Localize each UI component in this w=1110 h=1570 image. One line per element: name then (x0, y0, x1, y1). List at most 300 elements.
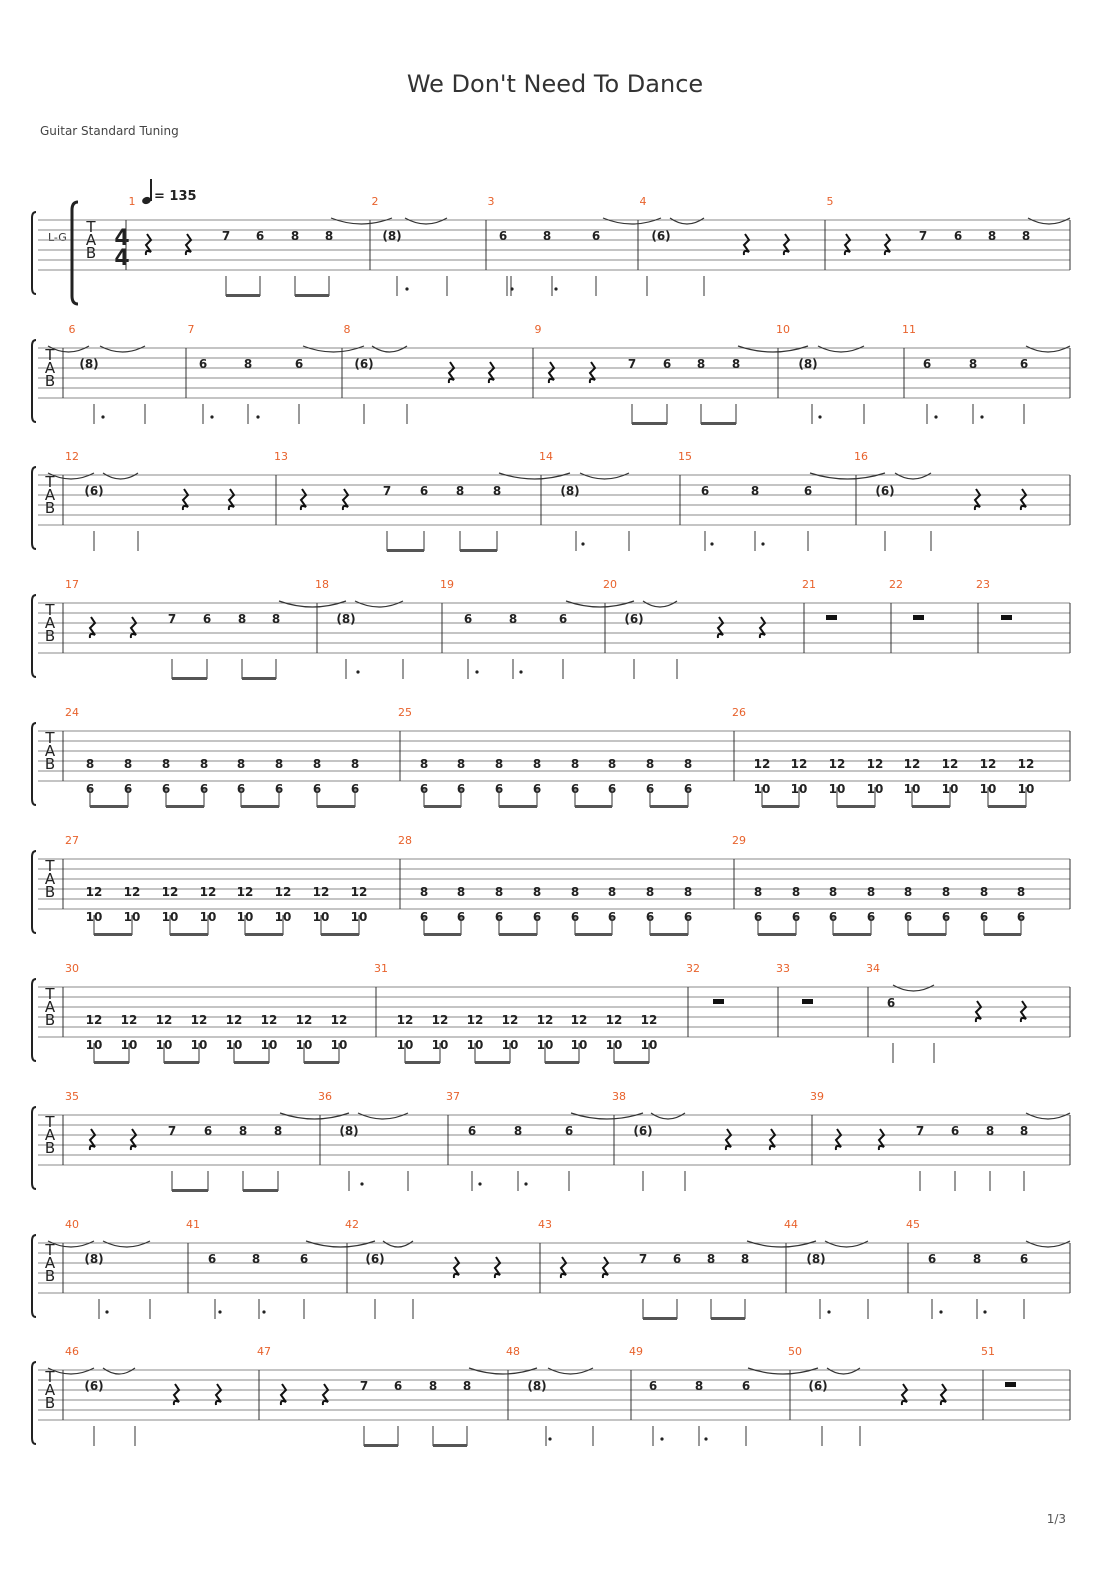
measure-number: 28 (398, 834, 412, 847)
quarter-rest (744, 234, 749, 255)
tie (100, 346, 145, 352)
tab-clef-letter: B (44, 1267, 56, 1285)
fret-number: (8) (339, 1124, 359, 1138)
fret-number: 12 (790, 757, 808, 771)
fret-number: 6 (866, 910, 876, 924)
fret-number: 8 (456, 757, 466, 771)
fret-number: 10 (1017, 782, 1035, 796)
beam (364, 1444, 398, 1447)
measure-number: 18 (315, 578, 329, 591)
fret-number: 6 (463, 612, 473, 626)
fret-number: 8 (456, 885, 466, 899)
fret-number: 12 (396, 1013, 414, 1027)
quarter-rest (836, 1129, 841, 1150)
fret-number: 10 (640, 1038, 658, 1052)
fret-number: 6 (979, 910, 989, 924)
fret-number: 8 (740, 1252, 750, 1266)
tie (405, 218, 447, 224)
fret-number: (8) (527, 1379, 547, 1393)
tie (48, 1368, 94, 1374)
fret-number: 8 (419, 757, 429, 771)
fret-number: 12 (190, 1013, 208, 1027)
fret-number: 10 (190, 1038, 208, 1052)
fret-number: 7 (382, 484, 392, 498)
fret-number: 6 (207, 1252, 217, 1266)
fret-number: 6 (927, 1252, 937, 1266)
tie (747, 1241, 816, 1247)
measure-number: 6 (68, 323, 76, 336)
fret-number: 6 (953, 229, 963, 243)
fret-number: 10 (753, 782, 771, 796)
beam (711, 1317, 745, 1320)
fret-number: 12 (236, 885, 254, 899)
duration-dot (934, 415, 937, 418)
fret-number: 6 (255, 229, 265, 243)
quarter-rest (131, 1129, 136, 1150)
fret-number: 12 (161, 885, 179, 899)
fret-number: 6 (803, 484, 813, 498)
beam (424, 933, 461, 936)
fret-number: (8) (806, 1252, 826, 1266)
system-bracket (32, 212, 36, 294)
fret-number: (8) (798, 357, 818, 371)
tab-clef-letter: B (44, 755, 56, 773)
system-bracket (32, 851, 36, 933)
fret-number: 8 (199, 757, 209, 771)
fret-number: 8 (1019, 1124, 1029, 1138)
beam (460, 549, 497, 552)
measure-number: 11 (902, 323, 916, 336)
fret-number: 6 (570, 782, 580, 796)
page-number: 1/3 (1046, 1512, 1066, 1526)
fret-number: 6 (419, 910, 429, 924)
measure-number: 7 (187, 323, 195, 336)
measure-number: 23 (976, 578, 990, 591)
fret-number: 6 (645, 782, 655, 796)
fret-number: 6 (1019, 357, 1029, 371)
fret-number: 10 (295, 1038, 313, 1052)
beam (164, 1061, 199, 1064)
tab-clef-letter: T (45, 1241, 55, 1259)
tab-clef-letter: T (45, 985, 55, 1003)
fret-number: 12 (941, 757, 959, 771)
beam (475, 1061, 510, 1064)
quarter-rest (590, 362, 595, 383)
beam (499, 805, 537, 808)
tab-clef-letter: T (45, 1368, 55, 1386)
tab-clef-letter: B (44, 372, 56, 390)
beam (650, 933, 688, 936)
measure-number: 14 (539, 450, 553, 463)
fret-number: 8 (570, 757, 580, 771)
measure-number: 50 (788, 1345, 802, 1358)
beam (387, 549, 424, 552)
beam (650, 805, 688, 808)
measure-number: 1 (128, 195, 136, 208)
duration-dot (475, 670, 478, 673)
fret-number: 8 (251, 1252, 261, 1266)
tie (651, 1113, 685, 1119)
fret-number: 8 (236, 757, 246, 771)
system-bracket (32, 467, 36, 549)
fret-number: 12 (312, 885, 330, 899)
fret-number: 8 (968, 357, 978, 371)
quarter-rest (146, 234, 151, 255)
tie (383, 1241, 413, 1247)
beam (94, 1061, 129, 1064)
fret-number: 8 (513, 1124, 523, 1138)
measure-number: 2 (371, 195, 379, 208)
fret-number: 10 (605, 1038, 623, 1052)
fret-number: 8 (750, 484, 760, 498)
fret-number: 6 (203, 1124, 213, 1138)
duration-dot (980, 415, 983, 418)
duration-dot (581, 542, 584, 545)
fret-number: (8) (560, 484, 580, 498)
quarter-rest (770, 1129, 775, 1150)
measure-number: 32 (686, 962, 700, 975)
tab-clef-letter: A (44, 614, 56, 632)
tab-clef-letter: B (44, 1011, 56, 1029)
fret-number: 6 (456, 782, 466, 796)
quarter-rest (281, 1384, 286, 1405)
tie (331, 218, 392, 224)
fret-number: 6 (700, 484, 710, 498)
fret-number: 8 (866, 885, 876, 899)
fret-number: 6 (467, 1124, 477, 1138)
quarter-rest (603, 1257, 608, 1278)
fret-number: 8 (972, 1252, 982, 1266)
fret-number: 6 (828, 910, 838, 924)
tie (280, 1113, 349, 1119)
fret-number: 6 (672, 1252, 682, 1266)
beam (304, 1061, 339, 1064)
fret-number: 6 (1016, 910, 1026, 924)
measure-number: 8 (343, 323, 351, 336)
beam (226, 294, 260, 297)
tab-clef-letter: B (44, 499, 56, 517)
fret-number: 8 (271, 612, 281, 626)
measure-number: 4 (639, 195, 647, 208)
fret-number: (6) (875, 484, 895, 498)
song-title: We Don't Need To Dance (406, 70, 704, 98)
fret-number: 8 (607, 885, 617, 899)
tie (279, 601, 346, 607)
whole-rest (826, 615, 837, 620)
tie (303, 346, 364, 352)
quarter-rest (90, 617, 95, 638)
fret-number: 12 (225, 1013, 243, 1027)
fret-number: 8 (312, 757, 322, 771)
system-bracket (32, 1362, 36, 1444)
fret-number: (6) (651, 229, 671, 243)
tie (603, 218, 661, 224)
duration-dot (761, 542, 764, 545)
tie (827, 1368, 860, 1374)
tie (643, 601, 677, 607)
fret-number: 10 (312, 910, 330, 924)
fret-number: 6 (350, 782, 360, 796)
tie (499, 473, 570, 479)
fret-number: 10 (536, 1038, 554, 1052)
fret-number: 10 (260, 1038, 278, 1052)
beam (433, 1444, 467, 1447)
tab-clef-letter: A (85, 231, 97, 249)
beam (908, 933, 946, 936)
beam (614, 1061, 649, 1064)
quarter-rest (975, 489, 980, 510)
beam (984, 933, 1021, 936)
measure-number: 35 (65, 1090, 79, 1103)
fret-number: 8 (324, 229, 334, 243)
tab-clef-letter: T (45, 473, 55, 491)
fret-number: 8 (274, 757, 284, 771)
fret-number: 10 (155, 1038, 173, 1052)
measure-number: 19 (440, 578, 454, 591)
system-bracket (32, 340, 36, 422)
fret-number: 10 (501, 1038, 519, 1052)
fret-number: 6 (419, 782, 429, 796)
beam (912, 805, 950, 808)
fret-number: 8 (706, 1252, 716, 1266)
fret-number: 12 (350, 885, 368, 899)
tie (571, 1113, 643, 1119)
fret-number: 8 (532, 757, 542, 771)
fret-number: 8 (1016, 885, 1026, 899)
fret-number: 6 (236, 782, 246, 796)
fret-number: 8 (903, 885, 913, 899)
measure-number: 36 (318, 1090, 332, 1103)
duration-dot (827, 1310, 830, 1313)
system-bracket (32, 1107, 36, 1189)
fret-number: 6 (532, 782, 542, 796)
fret-number: 12 (979, 757, 997, 771)
measure-number: 3 (487, 195, 495, 208)
measure-number: 51 (981, 1345, 995, 1358)
fret-number: (6) (84, 484, 104, 498)
fret-number: 6 (903, 910, 913, 924)
fret-number: 8 (979, 885, 989, 899)
fret-number: 10 (123, 910, 141, 924)
fret-number: (6) (633, 1124, 653, 1138)
tab-clef-letter: A (44, 1381, 56, 1399)
whole-rest (1001, 615, 1012, 620)
fret-number: 6 (683, 782, 693, 796)
beam (234, 1061, 269, 1064)
fret-number: 8 (607, 757, 617, 771)
fret-number: 6 (123, 782, 133, 796)
fret-number: 8 (455, 484, 465, 498)
fret-number: 6 (161, 782, 171, 796)
tie (1028, 218, 1070, 224)
quarter-rest (1021, 489, 1026, 510)
tie (372, 346, 407, 352)
tab-clef-letter: A (44, 742, 56, 760)
duration-dot (101, 415, 104, 418)
measure-number: 31 (374, 962, 388, 975)
fret-number: (8) (382, 229, 402, 243)
duration-dot (939, 1310, 942, 1313)
measure-number: 25 (398, 706, 412, 719)
tie (469, 1368, 537, 1374)
tie (895, 473, 931, 479)
tab-clef-letter: A (44, 359, 56, 377)
tie (306, 1241, 375, 1247)
tab-clef-letter: B (44, 627, 56, 645)
whole-rest (802, 999, 813, 1004)
tempo-value: = 135 (154, 189, 197, 204)
fret-number: 6 (532, 910, 542, 924)
fret-number: 8 (753, 885, 763, 899)
beam (243, 1189, 278, 1192)
system-bracket (32, 979, 36, 1061)
fret-number: 12 (753, 757, 771, 771)
beam (575, 933, 612, 936)
fret-number: 12 (501, 1013, 519, 1027)
measure-number: 49 (629, 1345, 643, 1358)
beam (405, 1061, 440, 1064)
fret-number: 10 (828, 782, 846, 796)
fret-number: 10 (396, 1038, 414, 1052)
measure-number: 47 (257, 1345, 271, 1358)
fret-number: 6 (494, 782, 504, 796)
tie (810, 473, 885, 479)
fret-number: 12 (85, 885, 103, 899)
fret-number: 6 (645, 910, 655, 924)
tab-clef-letter: B (85, 244, 97, 262)
beam (833, 933, 871, 936)
measure-number: 20 (603, 578, 617, 591)
beam (90, 805, 128, 808)
fret-number: 10 (570, 1038, 588, 1052)
fret-number: 7 (167, 612, 177, 626)
fret-number: 12 (330, 1013, 348, 1027)
fret-number: 8 (683, 885, 693, 899)
beam (94, 933, 132, 936)
measure-number: 17 (65, 578, 79, 591)
system-bracket (32, 723, 36, 805)
duration-dot (554, 287, 557, 290)
fret-number: 10 (350, 910, 368, 924)
fret-number: 12 (828, 757, 846, 771)
fret-number: 6 (1019, 1252, 1029, 1266)
fret-number: 6 (274, 782, 284, 796)
fret-number: 6 (941, 910, 951, 924)
tab-clef-letter: B (44, 1139, 56, 1157)
fret-number: 12 (155, 1013, 173, 1027)
beam (172, 677, 207, 680)
beam (545, 1061, 579, 1064)
fret-number: (8) (84, 1252, 104, 1266)
beam (758, 933, 796, 936)
tie (48, 1241, 94, 1247)
whole-rest (713, 999, 724, 1004)
measure-number: 21 (802, 578, 816, 591)
fret-number: 8 (462, 1379, 472, 1393)
fret-number: 12 (570, 1013, 588, 1027)
fret-number: 8 (492, 484, 502, 498)
fret-number: 6 (564, 1124, 574, 1138)
fret-number: (6) (808, 1379, 828, 1393)
beam (170, 933, 208, 936)
beam (241, 805, 279, 808)
quarter-rest (760, 617, 765, 638)
measure-number: 9 (534, 323, 542, 336)
tab-clef-letter: B (44, 883, 56, 901)
beam (632, 422, 667, 425)
tuning-label: Guitar Standard Tuning (40, 124, 179, 138)
fret-number: 10 (431, 1038, 449, 1052)
measure-number: 37 (446, 1090, 460, 1103)
fret-number: 8 (532, 885, 542, 899)
fret-number: 10 (790, 782, 808, 796)
tie (48, 473, 94, 479)
fret-number: 6 (199, 782, 209, 796)
duration-dot (983, 1310, 986, 1313)
measure-number: 12 (65, 450, 79, 463)
fret-number: 12 (903, 757, 921, 771)
fret-number: 6 (570, 910, 580, 924)
fret-number: 12 (640, 1013, 658, 1027)
tie (103, 1241, 150, 1247)
fret-number: 8 (237, 612, 247, 626)
fret-number: 7 (918, 229, 928, 243)
fret-number: 8 (828, 885, 838, 899)
duration-dot (510, 287, 513, 290)
fret-number: 6 (683, 910, 693, 924)
fret-number: 10 (85, 910, 103, 924)
tie (1026, 1241, 1070, 1247)
measure-number: 48 (506, 1345, 520, 1358)
fret-number: 12 (605, 1013, 623, 1027)
whole-rest (913, 615, 924, 620)
fret-number: 8 (731, 357, 741, 371)
tie (358, 1113, 408, 1119)
beam (988, 805, 1026, 808)
beam (245, 933, 283, 936)
fret-number: 6 (393, 1379, 403, 1393)
fret-number: 6 (299, 1252, 309, 1266)
tab-clef-letter: A (44, 998, 56, 1016)
beam (837, 805, 875, 808)
fret-number: 8 (494, 885, 504, 899)
duration-dot (704, 1437, 707, 1440)
tie (748, 1368, 818, 1374)
quarter-rest (1021, 1001, 1026, 1022)
tab-clef-letter: T (45, 857, 55, 875)
tie (1026, 346, 1070, 352)
fret-number: 8 (542, 229, 552, 243)
quarter-rest (229, 489, 234, 510)
fret-number: 12 (199, 885, 217, 899)
fret-number: 8 (123, 757, 133, 771)
measure-number: 27 (65, 834, 79, 847)
measure-number: 30 (65, 962, 79, 975)
fret-number: 7 (359, 1379, 369, 1393)
quarter-rest (976, 1001, 981, 1022)
tie (825, 1241, 868, 1247)
fret-number: 12 (274, 885, 292, 899)
quarter-rest (941, 1384, 946, 1405)
measure-number: 29 (732, 834, 746, 847)
duration-dot (524, 1182, 527, 1185)
duration-dot (710, 542, 713, 545)
quarter-rest (343, 489, 348, 510)
duration-dot (356, 670, 359, 673)
tie (103, 1368, 135, 1374)
quarter-rest (784, 234, 789, 255)
fret-number: 6 (494, 910, 504, 924)
